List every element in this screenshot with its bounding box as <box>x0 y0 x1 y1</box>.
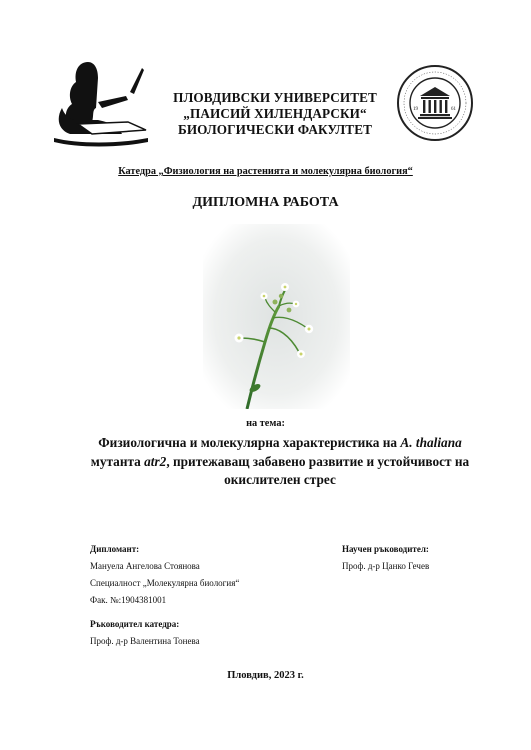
topic-label: на тема: <box>246 418 285 429</box>
head-of-department-label: Ръководител катедра: <box>90 619 180 629</box>
graduate-faculty-number: Фак. №:1904381001 <box>90 595 167 605</box>
graduate-label: Дипломант: <box>90 544 140 554</box>
title-part2: мутанта <box>90 453 145 469</box>
arabidopsis-plant-photo <box>203 224 350 409</box>
document-type-heading: ДИПЛОМНА РАБОТА <box>192 195 339 210</box>
university-name-line2: „ПАИСИЙ ХИЛЕНДАРСКИ“ <box>183 106 367 121</box>
university-seal-logo <box>396 62 474 144</box>
university-header <box>150 90 400 138</box>
graduate-specialty: Специалност „Молекулярна биология“ <box>90 578 240 588</box>
graduate-name: Мануела Ангелова Стоянова <box>90 561 200 571</box>
title-mutant: atr2 <box>144 453 167 469</box>
title-species-genus: A. <box>400 435 413 450</box>
thesis-title <box>80 434 480 490</box>
university-name-line1: ПЛОВДИВСКИ УНИВЕРСИТЕТ <box>173 90 377 105</box>
head-of-department-info <box>90 616 200 650</box>
seal-year-left: 19 <box>413 107 418 112</box>
graduate-info <box>90 541 239 609</box>
title-part1: Физиологична и молекулярна характеристика на <box>98 435 401 450</box>
title-part3: , притежаващ забавено развитие и устойчивост на окислителен стрес <box>166 453 470 487</box>
supervisor-name: Проф. д-р Цанко Гечев <box>342 561 430 571</box>
title-species-name: thaliana <box>415 435 462 450</box>
place-and-year: Пловдив, 2023 г. <box>227 670 304 681</box>
supervisor-info <box>342 541 429 575</box>
seal-year-right: 61 <box>451 107 456 112</box>
faculty-name: БИОЛОГИЧЕСКИ ФАКУЛТЕТ <box>178 122 372 137</box>
department-name: Катедра „Физиология на растенията и молекулярна биология“ <box>118 166 413 177</box>
head-of-department-name: Проф. д-р Валентина Тонева <box>90 636 200 646</box>
paisiy-monk-logo <box>48 58 156 150</box>
supervisor-label: Научен ръководител: <box>342 544 429 554</box>
